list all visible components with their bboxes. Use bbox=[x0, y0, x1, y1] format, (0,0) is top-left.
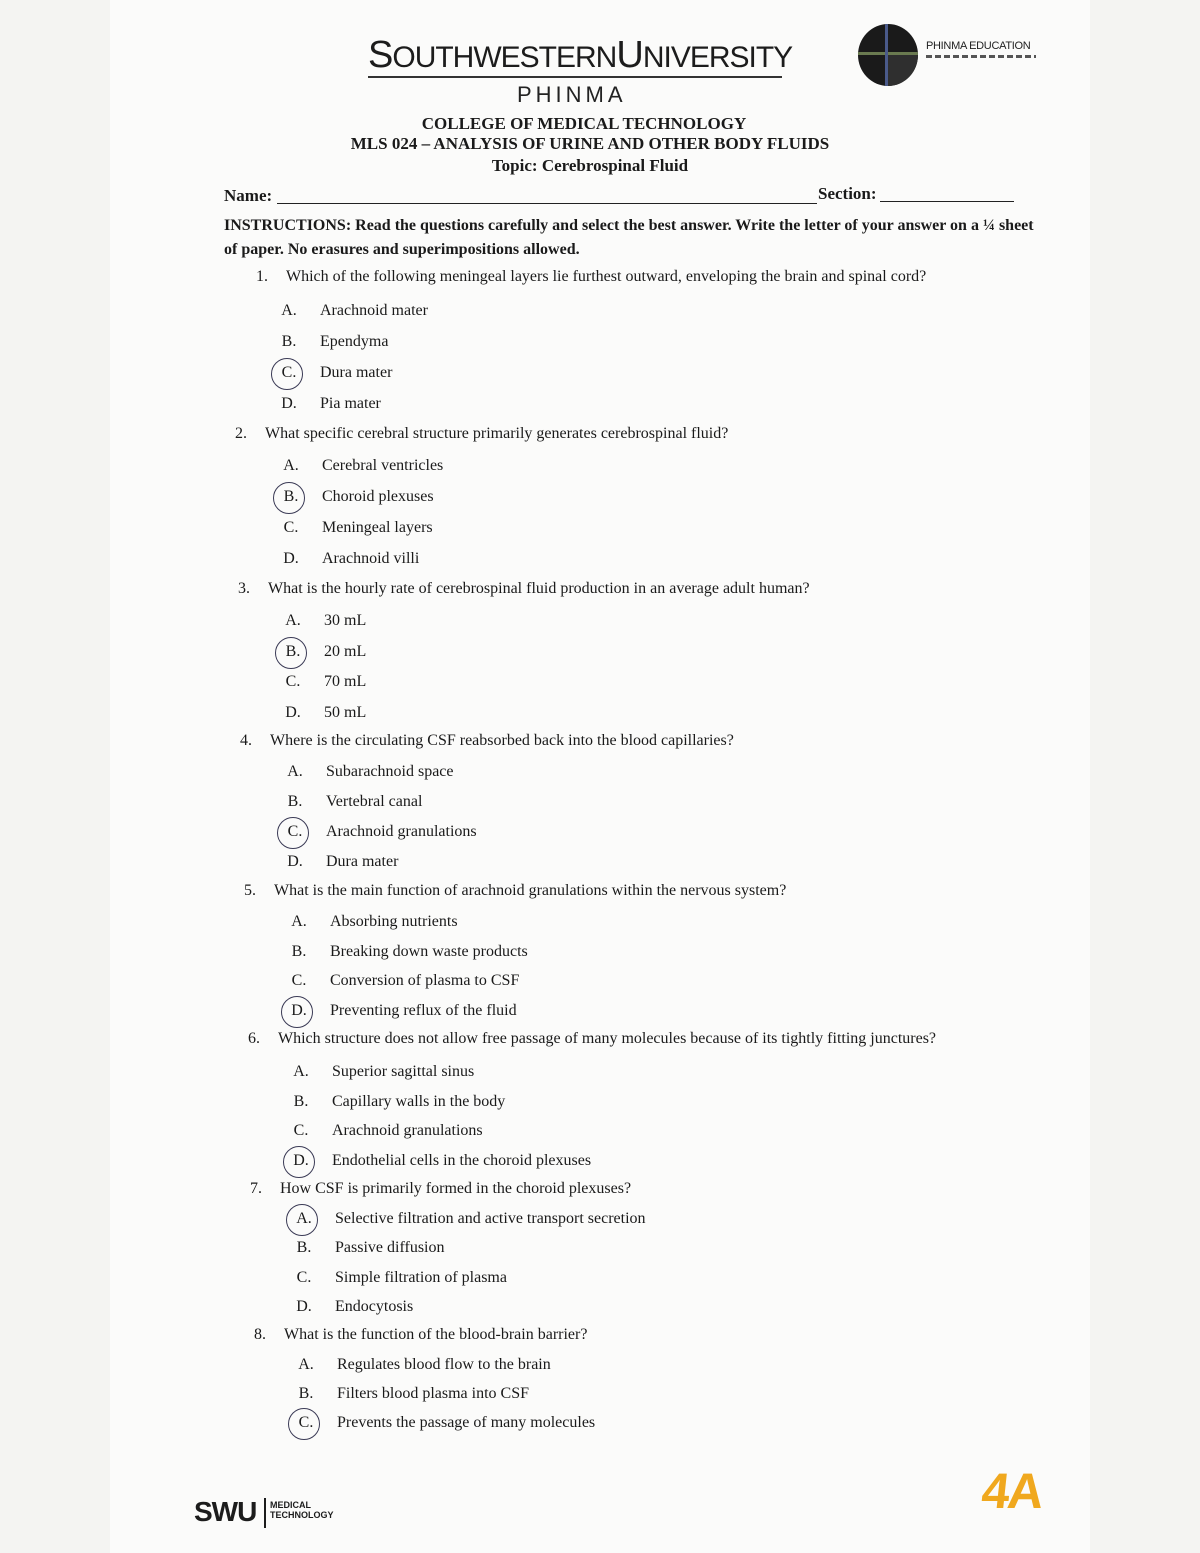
option-letter: A. bbox=[287, 763, 303, 780]
option-text: Subarachnoid space bbox=[326, 763, 454, 780]
option-letter: C. bbox=[285, 673, 301, 690]
course-title: MLS 024 – ANALYSIS OF URINE AND OTHER BODY FLUIDS bbox=[350, 134, 830, 153]
option-letter: C. bbox=[296, 1268, 312, 1286]
option-letter: C. bbox=[293, 1122, 309, 1139]
college-name: COLLEGE OF MEDICAL TECHNOLOGY bbox=[421, 114, 747, 133]
question-6 bbox=[248, 1030, 936, 1048]
option-letter: A. bbox=[283, 457, 299, 474]
question-text: What is the function of the blood-brain barrier? bbox=[284, 1326, 588, 1343]
option-text: Choroid plexuses bbox=[322, 488, 434, 505]
option-letter: D. bbox=[283, 550, 299, 567]
option-letter: B. bbox=[291, 942, 307, 960]
question-number: 7. bbox=[250, 1180, 262, 1197]
question-number: 1. bbox=[256, 268, 268, 285]
option-text: Preventing reflux of the fluid bbox=[330, 1002, 517, 1020]
option-text: Arachnoid mater bbox=[320, 302, 428, 319]
question-number: 6. bbox=[248, 1030, 260, 1047]
question-number: 8. bbox=[254, 1326, 266, 1343]
option-letter: D. bbox=[281, 395, 297, 412]
option-letter: B. bbox=[283, 488, 299, 505]
logo-text: PHINMA EDUCATION bbox=[926, 40, 1031, 52]
option-text: Arachnoid granulations bbox=[326, 823, 477, 840]
option-letter: C. bbox=[283, 519, 299, 536]
option-letter: B. bbox=[281, 333, 297, 350]
logo-tagline-decoration bbox=[926, 55, 1036, 58]
option-letter: D. bbox=[285, 703, 301, 721]
option-text: Arachnoid villi bbox=[322, 550, 420, 567]
question-8 bbox=[254, 1326, 587, 1344]
option-letter: C. bbox=[298, 1413, 314, 1431]
option-letter: B. bbox=[296, 1239, 312, 1257]
option-text: Arachnoid granulations bbox=[332, 1122, 483, 1139]
option-letter: B. bbox=[285, 642, 301, 660]
option-text: Pia mater bbox=[320, 395, 381, 412]
footer-sub-line: TECHNOLOGY bbox=[270, 1510, 334, 1520]
instructions: INSTRUCTIONS: Read the questions carefully and select the best answer. Write the letter of your answer on a ¼ sheet of paper. No erasures and superimpositions allowed. bbox=[224, 217, 1034, 258]
question-number: 2. bbox=[235, 425, 247, 442]
section-field[interactable] bbox=[880, 201, 1014, 202]
option-text: Absorbing nutrients bbox=[330, 913, 458, 930]
option-letter: D. bbox=[293, 1151, 309, 1169]
question-5 bbox=[244, 882, 786, 900]
question-2 bbox=[235, 425, 728, 443]
question-text: What is the main function of arachnoid granulations within the nervous system? bbox=[274, 882, 787, 899]
option-text: Superior sagittal sinus bbox=[332, 1063, 475, 1080]
option-text: Conversion of plasma to CSF bbox=[330, 972, 520, 990]
option-text: Cerebral ventricles bbox=[322, 457, 444, 474]
option-letter: B. bbox=[293, 1092, 309, 1110]
option-text: Prevents the passage of many molecules bbox=[337, 1413, 596, 1431]
option-text: Regulates blood flow to the brain bbox=[337, 1356, 551, 1373]
university-name bbox=[368, 34, 792, 77]
topic: Topic: Cerebrospinal Fluid bbox=[491, 156, 689, 175]
question-3 bbox=[238, 580, 810, 598]
name-field[interactable] bbox=[277, 203, 817, 204]
option-text: Selective filtration and active transport secretion bbox=[335, 1210, 646, 1227]
question-text: What is the hourly rate of cerebrospinal fluid production in an average adult human? bbox=[268, 580, 810, 597]
option-letter: B. bbox=[298, 1384, 314, 1402]
option-text: 30 mL bbox=[324, 612, 367, 629]
option-text: Endothelial cells in the choroid plexuses bbox=[332, 1151, 592, 1169]
footer-logo-sub bbox=[270, 1500, 334, 1520]
university-name-part: S bbox=[368, 34, 393, 76]
question-number: 5. bbox=[244, 882, 256, 899]
option-letter: D. bbox=[291, 1002, 307, 1020]
option-letter: C. bbox=[287, 823, 303, 840]
option-text: Ependyma bbox=[320, 333, 389, 350]
option-letter: A. bbox=[296, 1210, 312, 1227]
option-text: Dura mater bbox=[326, 853, 399, 870]
name-label: Name: bbox=[224, 186, 273, 205]
option-letter: A. bbox=[291, 913, 307, 930]
phinma-logo-icon bbox=[858, 24, 918, 86]
question-text: Where is the circulating CSF reabsorbed back into the blood capillaries? bbox=[270, 732, 734, 749]
question-1 bbox=[256, 268, 926, 286]
option-letter: A. bbox=[281, 302, 297, 319]
question-text: What specific cerebral structure primarily generates cerebrospinal fluid? bbox=[265, 425, 729, 442]
section-label: Section: bbox=[818, 184, 877, 203]
question-text: How CSF is primarily formed in the choroid plexuses? bbox=[280, 1180, 632, 1197]
option-text: Meningeal layers bbox=[322, 519, 433, 536]
option-text: Filters blood plasma into CSF bbox=[337, 1384, 530, 1402]
option-text: Capillary walls in the body bbox=[332, 1092, 506, 1110]
footer-divider bbox=[264, 1498, 266, 1528]
option-text: 20 mL bbox=[324, 642, 367, 660]
handwritten-mark: 4A bbox=[979, 1463, 1045, 1519]
option-text: Dura mater bbox=[320, 364, 393, 381]
option-text: Breaking down waste products bbox=[330, 942, 528, 960]
option-letter: C. bbox=[281, 364, 297, 381]
option-text: 70 mL bbox=[324, 673, 367, 690]
question-number: 4. bbox=[240, 732, 252, 749]
footer-logo: SWU bbox=[194, 1496, 257, 1527]
university-name-part: OUTHWESTERN bbox=[392, 41, 617, 74]
sub-brand: PHINMA bbox=[517, 82, 627, 107]
university-name-part: NIVERSITY bbox=[642, 41, 793, 74]
question-text: Which structure does not allow free passage of many molecules because of its tightly fitting junctures? bbox=[278, 1030, 937, 1047]
option-letter: A. bbox=[298, 1356, 314, 1373]
option-text: Passive diffusion bbox=[335, 1239, 445, 1257]
option-letter: D. bbox=[287, 853, 303, 870]
option-text: Endocytosis bbox=[335, 1297, 414, 1315]
option-text: Vertebral canal bbox=[326, 793, 423, 810]
option-letter: D. bbox=[296, 1297, 312, 1315]
option-letter: C. bbox=[291, 972, 307, 990]
university-name-part: U bbox=[616, 34, 643, 76]
question-number: 3. bbox=[238, 580, 250, 597]
question-7 bbox=[250, 1180, 631, 1198]
title-rule bbox=[368, 76, 782, 78]
option-letter: B. bbox=[287, 793, 303, 810]
option-text: Simple filtration of plasma bbox=[335, 1268, 507, 1286]
question-4 bbox=[240, 732, 734, 750]
option-letter: A. bbox=[285, 612, 301, 629]
footer-sub-line: MEDICAL bbox=[270, 1500, 311, 1510]
option-text: 50 mL bbox=[324, 703, 367, 721]
option-letter: A. bbox=[293, 1063, 309, 1080]
question-text: Which of the following meningeal layers lie furthest outward, enveloping the brain and spinal cord? bbox=[286, 268, 927, 285]
